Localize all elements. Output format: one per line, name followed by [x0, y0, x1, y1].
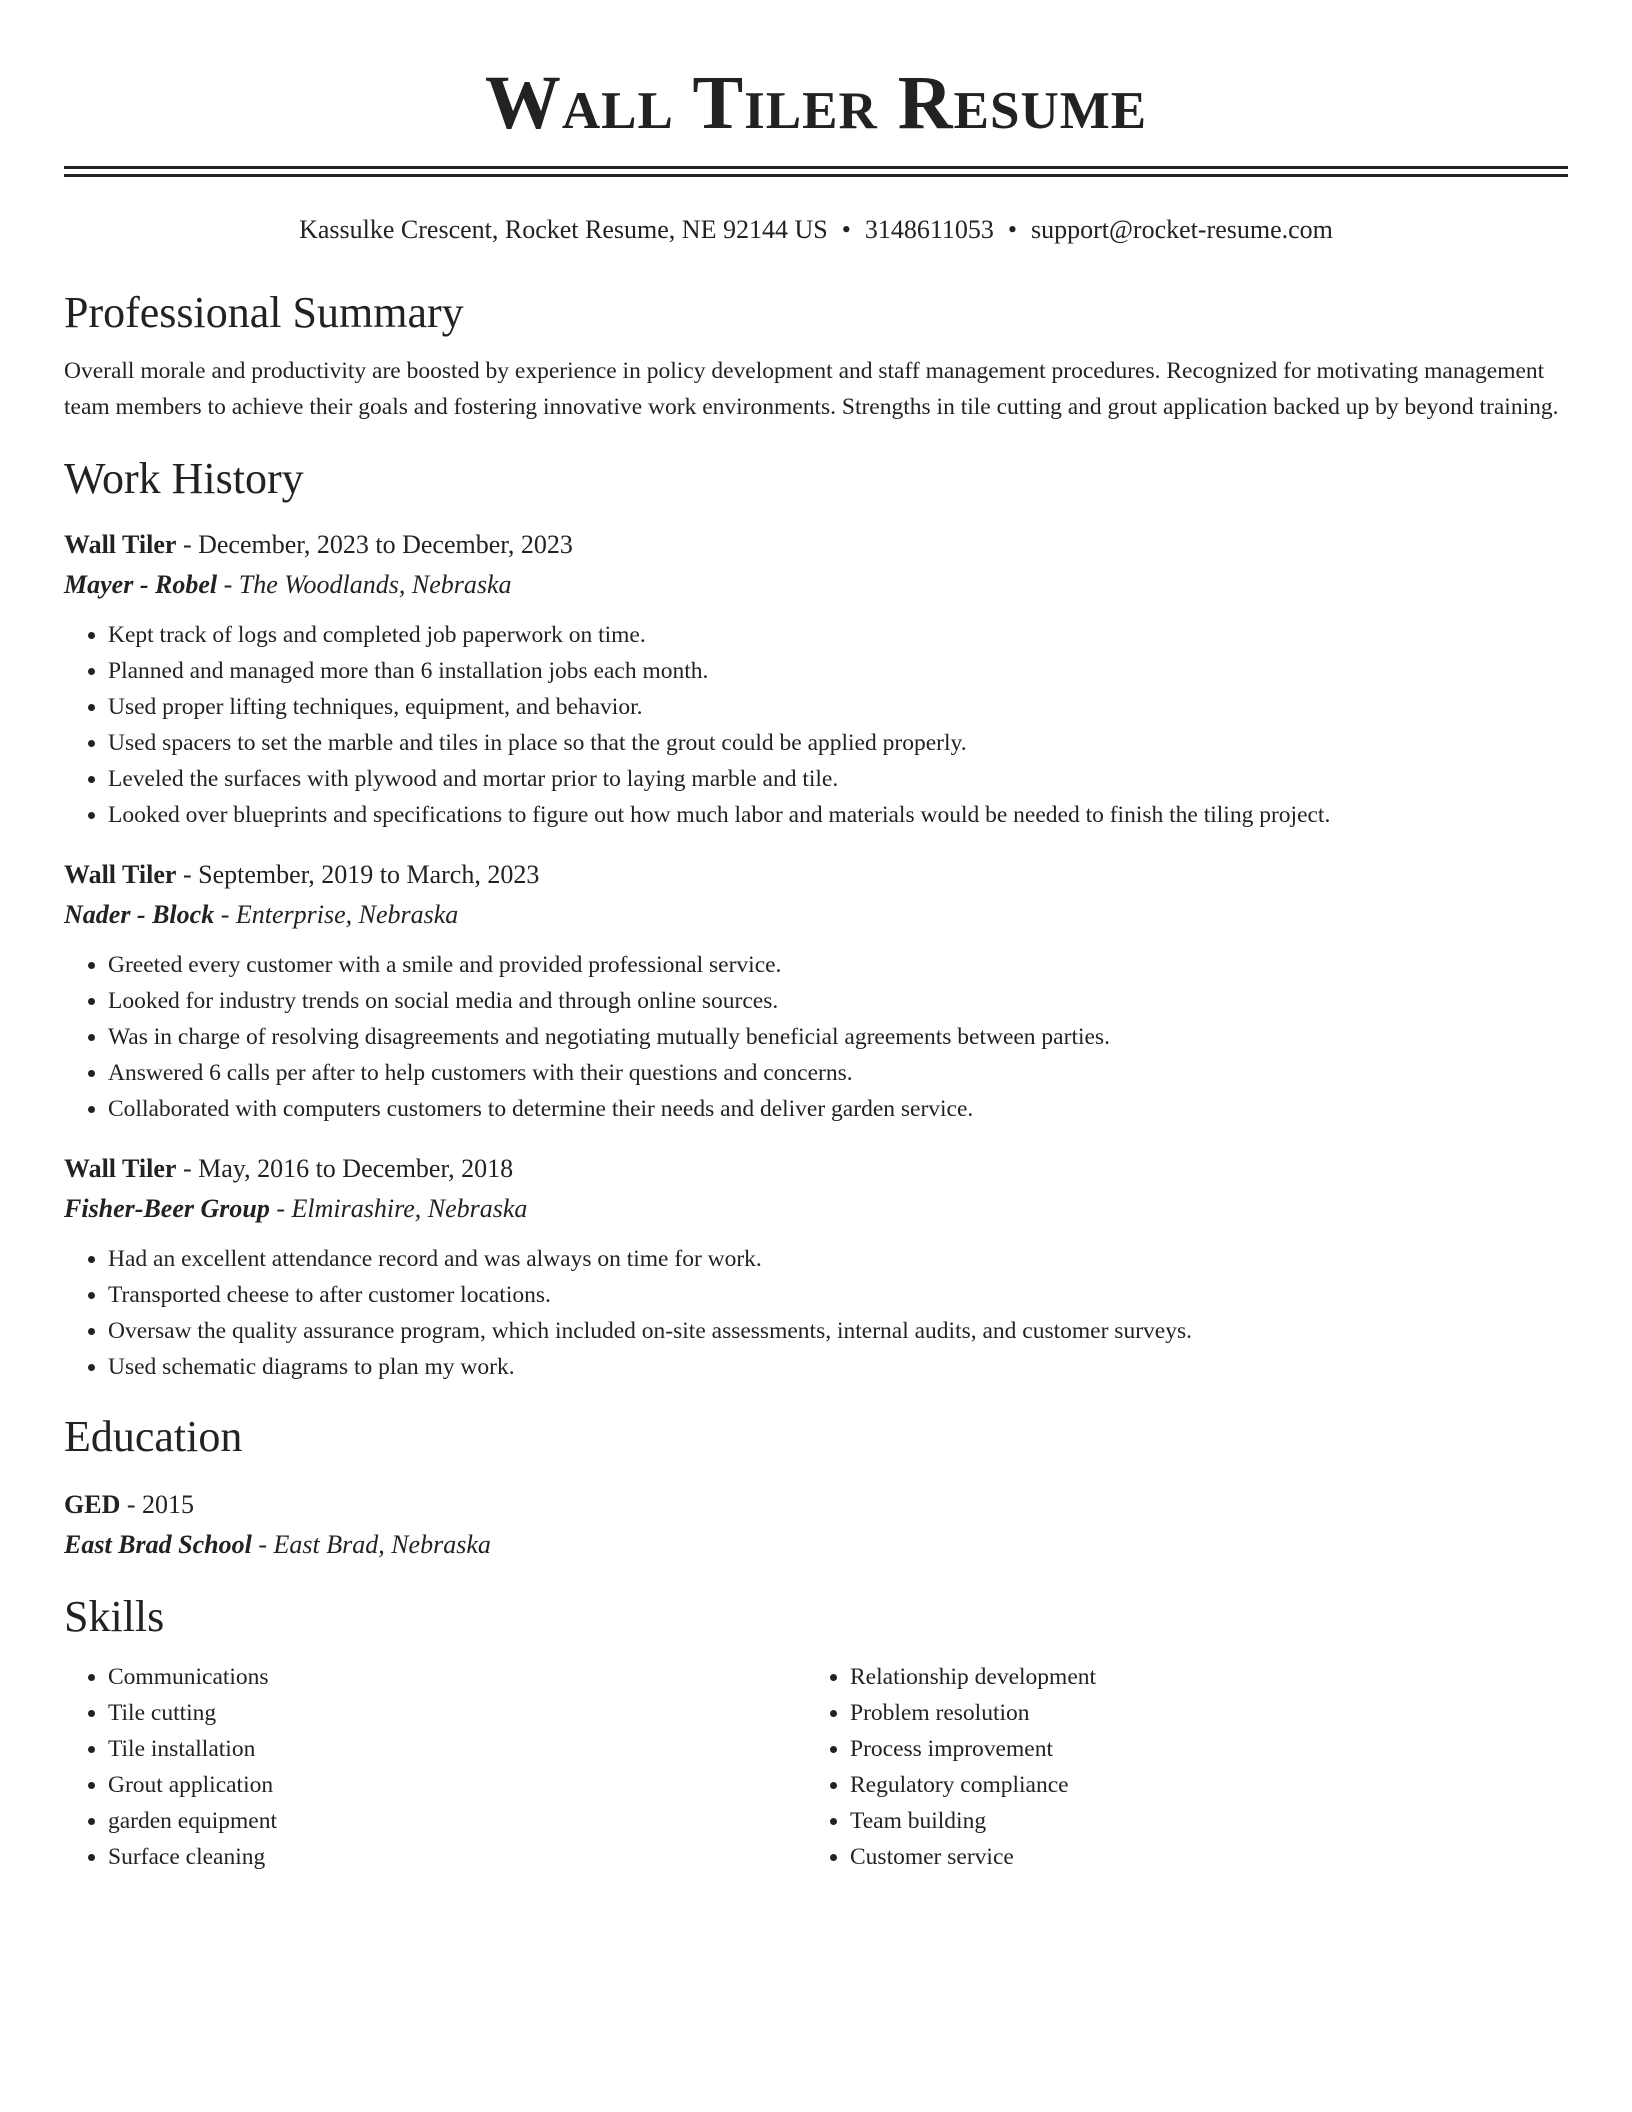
job-title: Wall Tiler: [64, 530, 177, 559]
job-bullet: • Used proper lifting techniques, equipment, and behavior.: [108, 689, 1568, 725]
company-line: [64, 565, 1568, 605]
company-line: [64, 1189, 1568, 1229]
job-bullet: • Planned and managed more than 6 installation jobs each month.: [108, 653, 1568, 689]
skills-grid: [64, 1659, 1568, 1875]
job-title-line: [64, 1149, 1568, 1189]
skills-heading: Skills: [64, 1592, 165, 1641]
contact-phone: 3148611053: [864, 215, 994, 244]
resume-title: Wall Tiler Resume: [484, 61, 1148, 145]
job-bullet: • Kept track of logs and completed job paperwork on time.: [108, 617, 1568, 653]
skill-item: • Customer service: [850, 1839, 1568, 1875]
education-degree: GED: [64, 1490, 121, 1519]
skill-item: • Surface cleaning: [108, 1839, 806, 1875]
job-title-line: [64, 525, 1568, 565]
contact-address: Kassulke Crescent, Rocket Resume, NE 92144 US: [299, 215, 828, 244]
skill-item: • Problem resolution: [850, 1695, 1568, 1731]
job-bullet: • Greeted every customer with a smile and provided professional service.: [108, 947, 1568, 983]
job-bullets: [64, 947, 1568, 1127]
job-bullets: [64, 1241, 1568, 1385]
job-dates: - September, 2019 to March, 2023: [176, 860, 540, 889]
job-bullet: • Transported cheese to after customer locations.: [108, 1277, 1568, 1313]
skill-item: • Team building: [850, 1803, 1568, 1839]
skill-item: • garden equipment: [108, 1803, 806, 1839]
job-dates: - May, 2016 to December, 2018: [176, 1154, 514, 1183]
skill-item: • Process improvement: [850, 1731, 1568, 1767]
title-divider-thick: [64, 166, 1568, 169]
contact-email: support@rocket-resume.com: [1030, 215, 1333, 244]
title-divider-thin: [64, 174, 1568, 177]
education-year: - 2015: [120, 1490, 195, 1519]
job-title-line: [64, 855, 1568, 895]
job-bullet: • Used schematic diagrams to plan my work.: [108, 1349, 1568, 1385]
education-school-line: [64, 1525, 1568, 1565]
skills-column-right: [806, 1659, 1568, 1875]
education-heading: Education: [64, 1412, 243, 1461]
education-degree-line: [64, 1485, 1568, 1525]
job-bullets: [64, 617, 1568, 833]
job-bullet: • Was in charge of resolving disagreements and negotiating mutually beneficial agreements between parties.: [108, 1019, 1568, 1055]
skill-item: • Grout application: [108, 1767, 806, 1803]
job-entry: [64, 525, 1568, 833]
skills-column-left: [64, 1659, 806, 1875]
job-entry: [64, 855, 1568, 1127]
contact-line: [64, 213, 1568, 247]
job-title: Wall Tiler: [64, 1154, 177, 1183]
summary-text: Overall morale and productivity are boosted by experience in policy development and staff management procedures. Recognized for motivating management team members to achieve their goals and fostering innovative work environments. Strengths in tile cutting and grout application backed up by beyond training.: [64, 358, 1559, 420]
company-location: - Elmirashire, Nebraska: [269, 1194, 528, 1223]
contact-separator: •: [1007, 215, 1017, 244]
contact-separator: •: [841, 215, 851, 244]
skill-item: • Communications: [108, 1659, 806, 1695]
job-entry: [64, 1149, 1568, 1385]
skill-item: • Relationship development: [850, 1659, 1568, 1695]
job-title: Wall Tiler: [64, 860, 177, 889]
job-bullet: • Answered 6 calls per after to help customers with their questions and concerns.: [108, 1055, 1568, 1091]
job-bullet: • Collaborated with computers customers to determine their needs and deliver garden service.: [108, 1091, 1568, 1127]
work-history-heading: Work History: [64, 454, 304, 503]
skill-item: • Regulatory compliance: [850, 1767, 1568, 1803]
job-bullet: • Looked for industry trends on social media and through online sources.: [108, 983, 1568, 1019]
job-bullet: • Looked over blueprints and specifications to figure out how much labor and materials would be needed to finish the tiling project.: [108, 797, 1568, 833]
education-school: East Brad School: [64, 1530, 252, 1559]
job-bullet: • Leveled the surfaces with plywood and mortar prior to laying marble and tile.: [108, 761, 1568, 797]
job-bullet: • Used spacers to set the marble and tiles in place so that the grout could be applied properly.: [108, 725, 1568, 761]
skill-item: • Tile installation: [108, 1731, 806, 1767]
job-bullet: • Had an excellent attendance record and was always on time for work.: [108, 1241, 1568, 1277]
company-name: Mayer - Robel: [64, 570, 218, 599]
job-bullet: • Oversaw the quality assurance program, which included on-site assessments, internal audits, and customer surveys.: [108, 1313, 1568, 1349]
skill-item: • Tile cutting: [108, 1695, 806, 1731]
summary-heading: Professional Summary: [64, 288, 464, 337]
company-name: Fisher-Beer Group: [64, 1194, 270, 1223]
company-location: - Enterprise, Nebraska: [214, 900, 459, 929]
company-line: [64, 895, 1568, 935]
company-name: Nader - Block: [64, 900, 215, 929]
company-location: - The Woodlands, Nebraska: [217, 570, 512, 599]
education-location: - East Brad, Nebraska: [251, 1530, 491, 1559]
job-dates: - December, 2023 to December, 2023: [176, 530, 573, 559]
